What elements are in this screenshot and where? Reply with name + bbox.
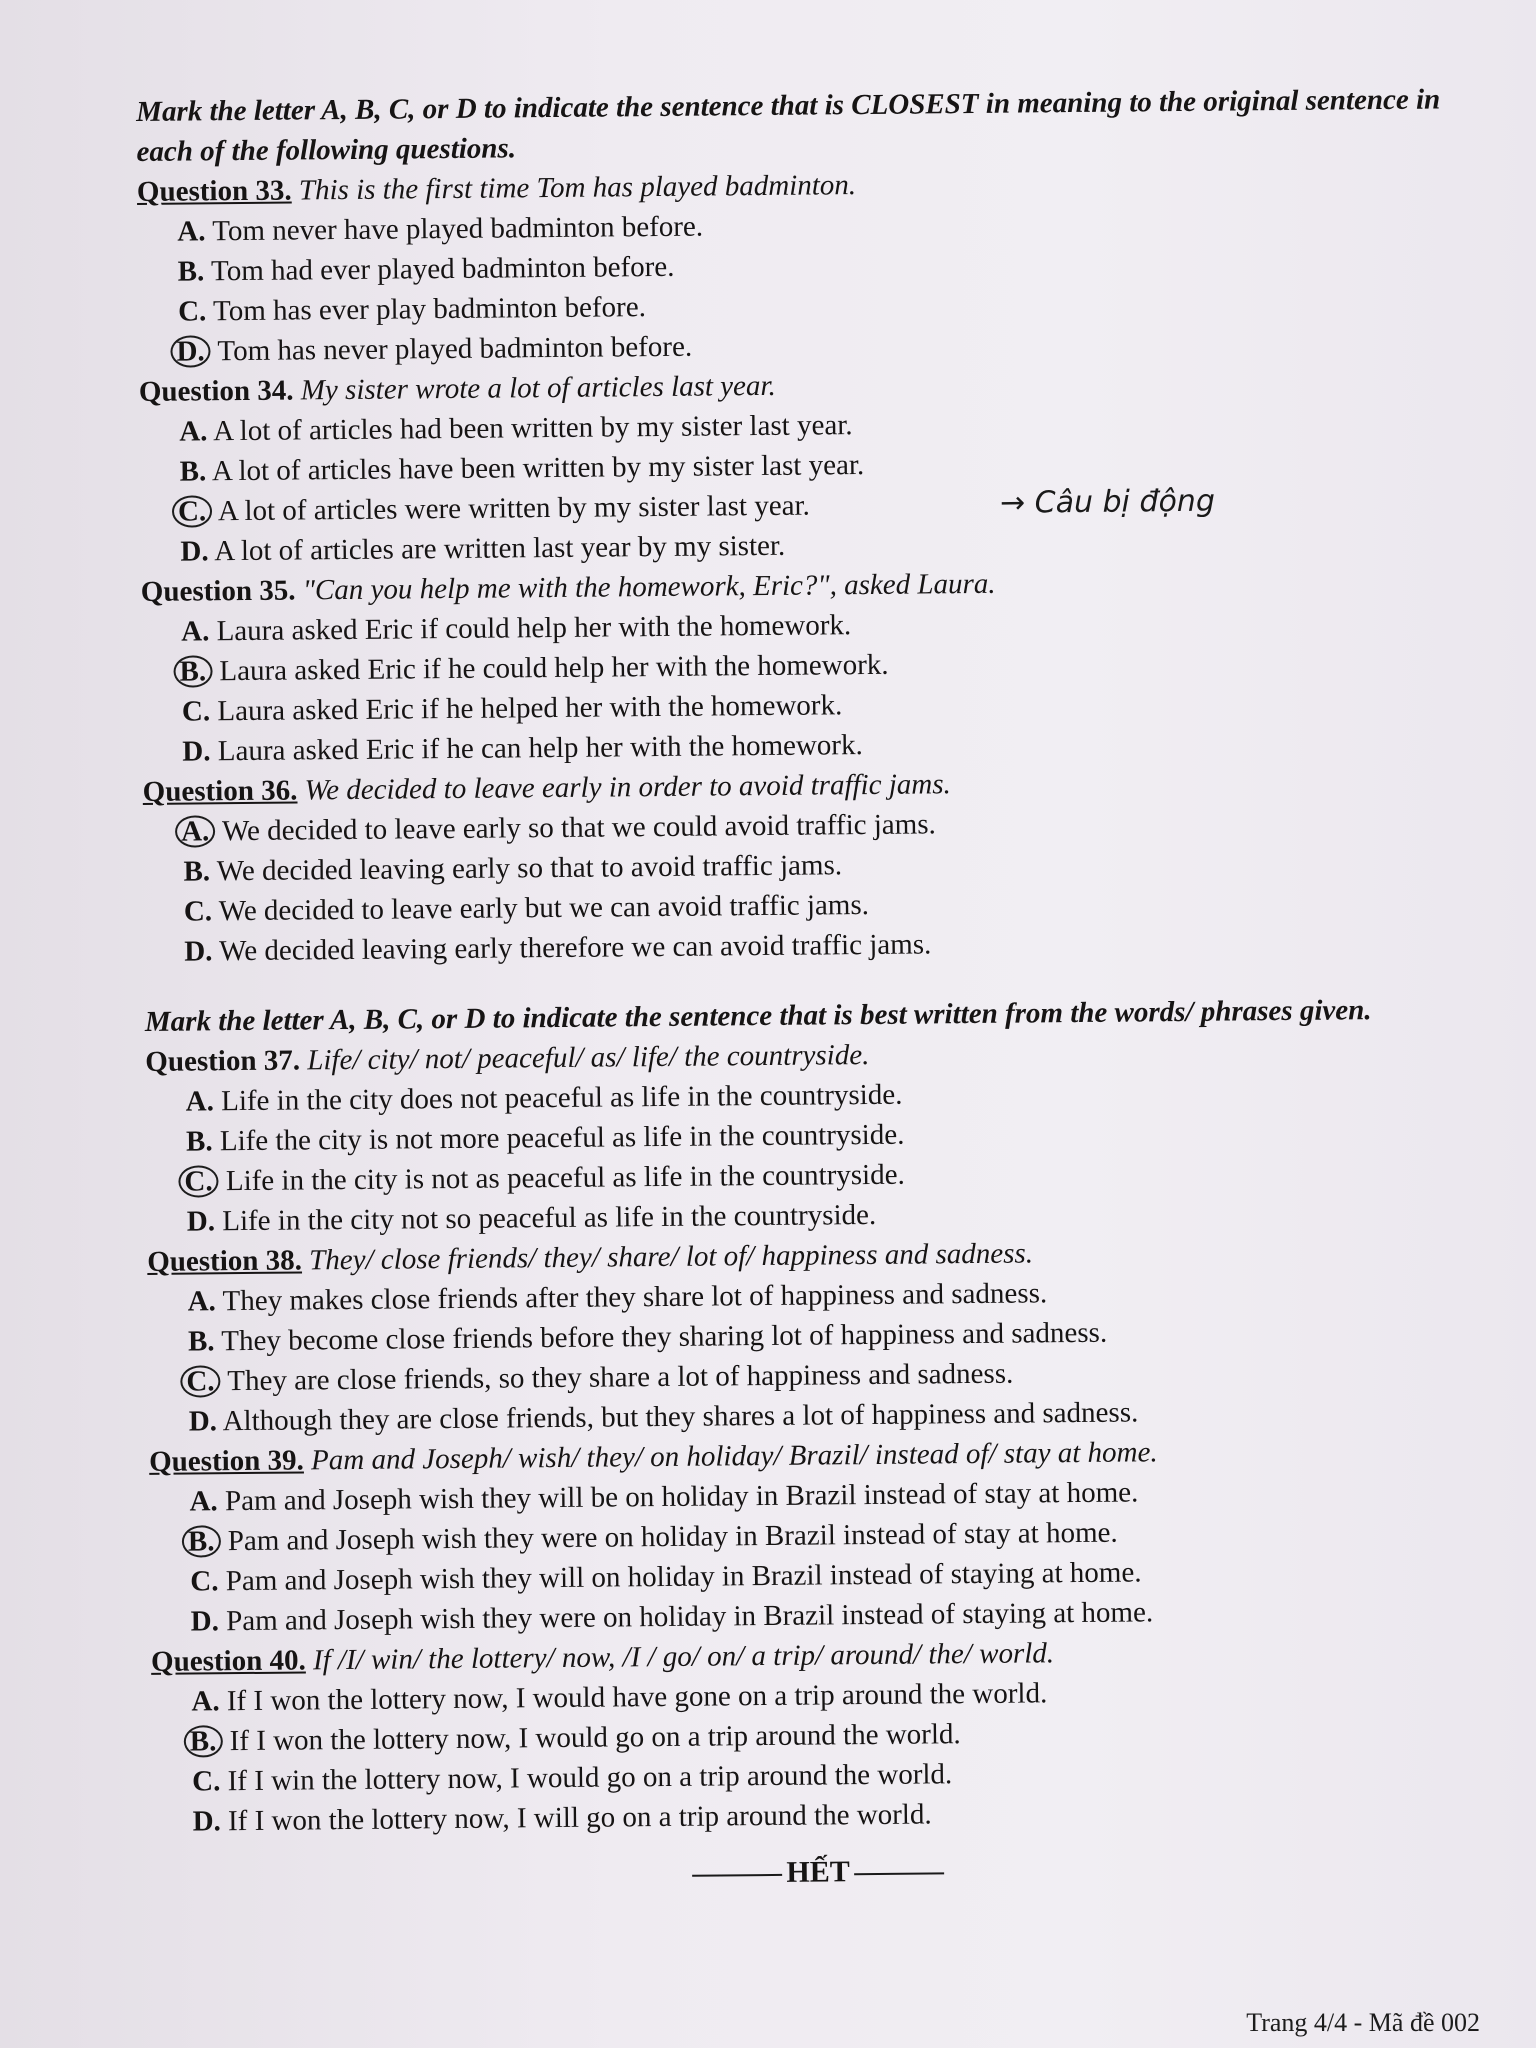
option-d[interactable]: D. Pam and Joseph wish they were on holiday in Brazil instead of staying at home. [190,1596,1154,1638]
question-text: They/ close friends/ they/ share/ lot of/ happiness and sadness. [309,1237,1034,1277]
option-d[interactable]: D. If I won the lottery now, I will go on a trip around the world. [192,1798,932,1838]
option-d[interactable]: D. Life in the city not so peaceful as life in the countryside. [186,1198,877,1238]
circled-answer-mark: D. [170,335,211,367]
option-c[interactable]: C. Tom has ever play badminton before. [177,291,647,328]
option-c-selected[interactable]: C. They are close friends, so they share a lot of happiness and sadness. [148,1349,1478,1402]
question-number: Question 35. [140,574,296,608]
question-39 [149,1429,1481,1642]
option-b[interactable]: B. Life the city is not more peaceful as life in the countryside. [185,1118,905,1158]
option-c[interactable]: C. Laura asked Eric if he helped her with the homework. [181,689,843,728]
question-number: Question 36. [142,774,298,808]
question-number: Question 38. [147,1244,303,1278]
option-a[interactable]: A. A lot of articles had been written by my sister last year. [179,409,853,448]
question-number: Question 40. [150,1644,306,1678]
circled-answer-mark: B. [184,1725,223,1757]
option-a[interactable]: A. If I won the lottery now, I would have gone on a trip around the world. [191,1677,1048,1718]
section1-instruction: Mark the letter A, B, C, or D to indicate the sentence that is CLOSEST in meaning to the original sentence in each of the following questions. [136,83,1441,168]
option-b-selected[interactable]: B. Pam and Joseph wish they were on holiday in Brazil instead of stay at home. [150,1509,1480,1562]
option-d[interactable]: D. Laura asked Eric if he can help her with the homework. [182,729,863,768]
option-a[interactable]: A. Life in the city does not peaceful as life in the countryside. [185,1078,903,1118]
option-b-selected[interactable]: B. If I won the lottery now, I would go on a trip around the world. [152,1709,1482,1762]
circled-answer-mark: C. [180,1365,221,1397]
section2-instruction: Mark the letter A, B, C, or D to indicate the sentence that is best written from the words/ phrases given. [144,994,1372,1038]
question-35 [141,559,1473,772]
circled-answer-mark: B. [173,655,212,687]
option-b-selected[interactable]: B. Laura asked Eric if he could help her with the homework. [141,639,1471,692]
option-d[interactable]: D. We decided leaving early therefore we can avoid traffic jams. [184,928,932,968]
question-36 [143,759,1475,972]
option-a[interactable]: A. Laura asked Eric if could help her with the homework. [181,609,852,648]
option-c[interactable]: C. Pam and Joseph wish they will on holiday in Brazil instead of staying at home. [190,1556,1142,1598]
option-a[interactable]: A. Tom never have played badminton before. [177,210,704,248]
question-text: This is the first time Tom has played badminton. [298,169,857,207]
question-38 [147,1229,1479,1442]
circled-answer-mark: C. [172,495,213,527]
question-text: Pam and Joseph/ wish/ they/ on holiday/ Brazil/ instead of/ stay at home. [310,1436,1158,1477]
circled-answer-mark: B. [182,1525,221,1557]
option-d[interactable]: D. A lot of articles are written last year by my sister. [180,529,786,568]
page-footer: Trang 4/4 - Mã đề 002 [1246,2008,1480,2037]
option-b[interactable]: B. They become close friends before they sharing lot of happiness and sadness. [187,1316,1108,1358]
question-number: Question 37. [145,1044,301,1078]
option-d[interactable]: D. Although they are close friends, but they shares a lot of happiness and sadness. [188,1396,1139,1438]
divider [692,1874,782,1877]
question-33 [137,159,1469,372]
option-b[interactable]: B. A lot of articles have been written by my sister last year. [179,449,865,488]
option-c[interactable]: C. We decided to leave early but we can avoid traffic jams. [183,889,870,928]
question-text: "Can you help me with the homework, Eric?", asked Laura. [302,567,996,607]
question-text: If /I/ win/ the lottery/ now, /I / go/ on/ a trip/ around/ the/ world. [312,1637,1055,1677]
option-c-selected[interactable]: C. A lot of articles were written by my sister last year. → Câu bị động [140,479,1470,532]
question-34 [139,359,1471,572]
question-37 [145,1029,1477,1242]
option-c[interactable]: C. If I win the lottery now, I would go on a trip around the world. [192,1758,953,1798]
option-b[interactable]: B. We decided leaving early so that to avoid traffic jams. [183,849,843,888]
question-number: Question 34. [138,374,294,408]
option-b[interactable]: B. Tom had ever played badminton before. [177,250,675,288]
option-a[interactable]: A. Pam and Joseph wish they will be on holiday in Brazil instead of stay at home. [189,1476,1139,1518]
end-marker: HẾT [153,1849,1483,1896]
question-40 [151,1629,1483,1842]
question-number: Question 39. [148,1444,304,1478]
option-a-selected[interactable]: A. We decided to leave early so that we could avoid traffic jams. [143,799,1473,852]
option-d-selected[interactable]: D. Tom has never played badminton before. [138,319,1468,372]
question-text: We decided to leave early in order to avoid traffic jams. [304,768,951,807]
question-text: Life/ city/ not/ peaceful/ as/ life/ the countryside. [307,1039,870,1077]
option-a[interactable]: A. They makes close friends after they share lot of happiness and sadness. [187,1277,1048,1318]
option-c-selected[interactable]: C. Life in the city is not as peaceful as life in the countryside. [146,1149,1476,1202]
divider [854,1872,944,1875]
question-text: My sister wrote a lot of articles last year. [300,369,776,407]
circled-answer-mark: A. [175,815,216,847]
handwritten-note: → Câu bị động [999,483,1216,521]
circled-answer-mark: C. [178,1165,219,1197]
question-number: Question 33. [136,174,292,208]
exam-content [136,79,1483,1896]
